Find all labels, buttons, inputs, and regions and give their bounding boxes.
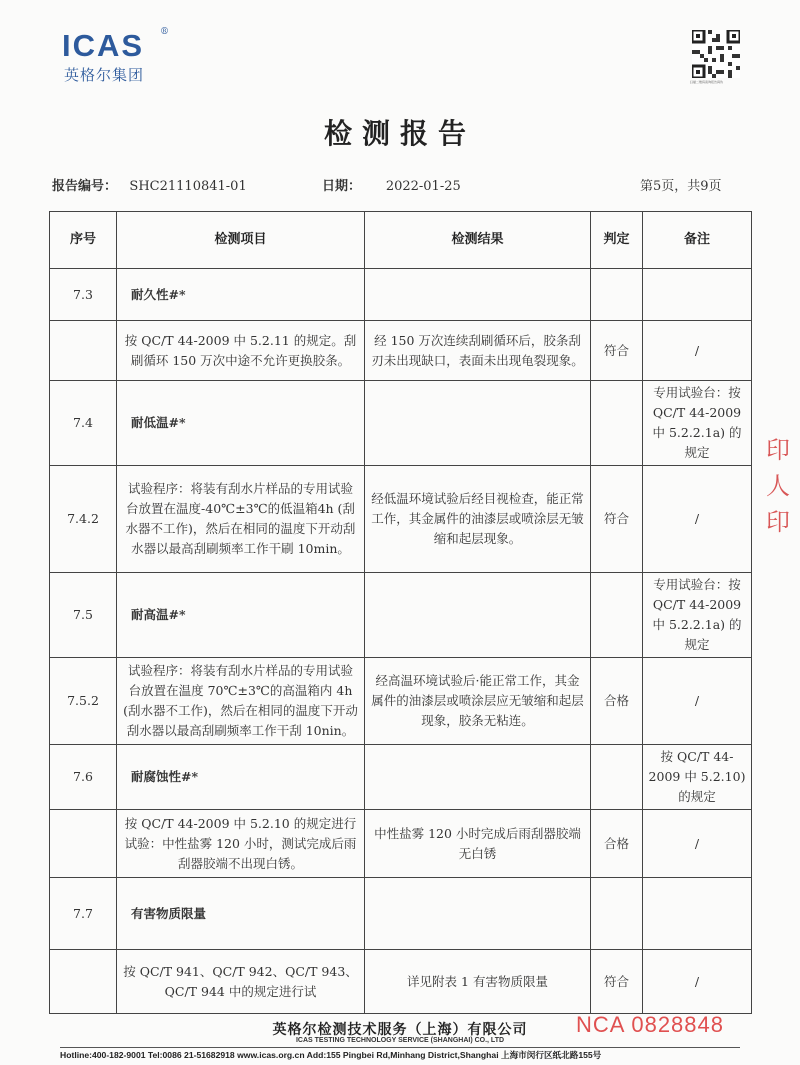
cell-no xyxy=(50,810,117,878)
registered-mark: ® xyxy=(160,27,169,37)
table-row xyxy=(50,950,752,1014)
cell-judge xyxy=(591,269,643,321)
qr-code-icon xyxy=(692,30,740,78)
footer-company-name: 英格尔检测技术服务（上海）有限公司 xyxy=(272,1022,528,1038)
cell-judge xyxy=(591,573,643,658)
cell-judge xyxy=(591,745,643,810)
cell-remark: / xyxy=(643,950,752,1014)
cell-remark: / xyxy=(643,810,752,878)
seal-stamp: 印 人 印 xyxy=(766,436,790,536)
cell-item: 按 QC/T 941、QC/T 942、QC/T 943、QC/T 944 中的规定进行试 xyxy=(117,950,365,1014)
table-row xyxy=(50,573,752,658)
test-results-table xyxy=(49,211,752,1014)
cell-result xyxy=(365,878,591,950)
table-row xyxy=(50,810,752,878)
table-row xyxy=(50,658,752,745)
cell-no: 7.4.2 xyxy=(50,466,117,573)
page-title: 检测报告 xyxy=(323,117,476,150)
header-result: 检测结果 xyxy=(365,212,591,269)
cell-result: 经高温环境试验后·能正常工作，其金属件的油漆层或喷涂层应无皱缩和起层现象，胶条无粘连。 xyxy=(365,658,591,745)
cell-remark xyxy=(643,269,752,321)
report-date-label: 日期： xyxy=(322,179,362,194)
report-date-value: 2022-01-25 xyxy=(385,179,461,194)
logo-text: ICAS xyxy=(62,28,145,63)
table-header-row xyxy=(50,212,752,269)
report-number-value: SHC21110841-01 xyxy=(129,179,247,194)
cell-result xyxy=(365,381,591,466)
header-item: 检测项目 xyxy=(117,212,365,269)
cell-item: 试验程序：将装有刮水片样品的专用试验台放置在温度 70℃±3℃的高温箱内 4h (刮水器不工作)，然后在相同的温度下开动刮水器以最高刮刷频率工作干刮 10nin。 xyxy=(117,658,365,745)
footer-divider xyxy=(60,1047,740,1048)
cell-item: 按 QC/T 44-2009 中 5.2.11 的规定。刮刷循环 150 万次中途不允许更换胶条。 xyxy=(117,321,365,381)
cell-result: 详见附表 1 有害物质限量 xyxy=(365,950,591,1014)
cell-result: 中性盐雾 120 小时完成后雨刮器胶端无白锈 xyxy=(365,810,591,878)
serial-number: NCA 0828848 xyxy=(576,1012,724,1037)
cell-remark: / xyxy=(643,466,752,573)
footer-contact: Hotline:400-182-9001 Tel:0086 21-51682918 www.icas.org.cn Add:155 Pingbei Rd,Minhang District,Shanghai 上海市闵行区纸北路155号 xyxy=(60,1050,602,1060)
cell-result xyxy=(365,745,591,810)
cell-remark: 按 QC/T 44-2009 中 5.2.10) 的规定 xyxy=(643,745,752,810)
table-row xyxy=(50,878,752,950)
logo-subtitle: 英格尔集团 xyxy=(64,66,145,84)
cell-item: 有害物质限量 xyxy=(117,878,365,950)
cell-item: 耐低温#* xyxy=(117,381,365,466)
cell-no: 7.5 xyxy=(50,573,117,658)
cell-judge: 符合 xyxy=(591,950,643,1014)
table-row xyxy=(50,321,752,381)
footer-company-name-en: ICAS TESTING TECHNOLOGY SERVICE (SHANGHAI) CO., LTD xyxy=(295,1037,505,1044)
cell-no: 7.5.2 xyxy=(50,658,117,745)
cell-remark: 专用试验台：按 QC/T 44-2009 中 5.2.2.1a) 的规定 xyxy=(643,381,752,466)
cell-no: 7.3 xyxy=(50,269,117,321)
table-row xyxy=(50,466,752,573)
cell-result: 经低温环境试验后经目视检查，能正常工作，其金属件的油漆层或喷涂层无皱缩和起层现象。 xyxy=(365,466,591,573)
cell-remark: / xyxy=(643,321,752,381)
company-logo xyxy=(62,30,144,85)
page-number: 第5页，共9页 xyxy=(640,179,722,194)
cell-judge: 合格 xyxy=(591,658,643,745)
cell-remark xyxy=(643,878,752,950)
cell-no xyxy=(50,321,117,381)
cell-no xyxy=(50,950,117,1014)
cell-judge: 符合 xyxy=(591,321,643,381)
cell-no: 7.7 xyxy=(50,878,117,950)
cell-judge: 合格 xyxy=(591,810,643,878)
header-judge: 判定 xyxy=(591,212,643,269)
report-number xyxy=(52,175,247,194)
cell-item: 耐久性#* xyxy=(117,269,365,321)
cell-no: 7.4 xyxy=(50,381,117,466)
report-number-label: 报告编号： xyxy=(52,179,118,194)
cell-remark: 专用试验台：按 QC/T 44-2009 中 5.2.2.1a) 的规定 xyxy=(643,573,752,658)
qr-caption: 扫描二维码查询报告真伪 xyxy=(690,80,724,84)
header-no: 序号 xyxy=(50,212,117,269)
cell-no: 7.6 xyxy=(50,745,117,810)
table-row xyxy=(50,745,752,810)
cell-judge xyxy=(591,381,643,466)
cell-result: 经 150 万次连续刮刷循环后，胶条刮刃未出现缺口，表面未出现龟裂现象。 xyxy=(365,321,591,381)
cell-item: 耐腐蚀性#* xyxy=(117,745,365,810)
cell-judge: 符合 xyxy=(591,466,643,573)
cell-result xyxy=(365,269,591,321)
cell-item: 耐高温#* xyxy=(117,573,365,658)
cell-remark: / xyxy=(643,658,752,745)
cell-result xyxy=(365,573,591,658)
header-remark: 备注 xyxy=(643,212,752,269)
cell-item: 试验程序：将装有刮水片样品的专用试验台放置在温度-40℃±3℃的低温箱4h (刮水器不工作)，然后在相同的温度下开动刮水器以最高刮刷频率工作干刷 10min。 xyxy=(117,466,365,573)
report-date xyxy=(322,175,461,194)
table-row xyxy=(50,381,752,466)
cell-judge xyxy=(591,878,643,950)
cell-item: 按 QC/T 44-2009 中 5.2.10 的规定进行试验：中性盐雾 120 小时，测试完成后雨刮器胶端不出现白锈。 xyxy=(117,810,365,878)
table-row xyxy=(50,269,752,321)
